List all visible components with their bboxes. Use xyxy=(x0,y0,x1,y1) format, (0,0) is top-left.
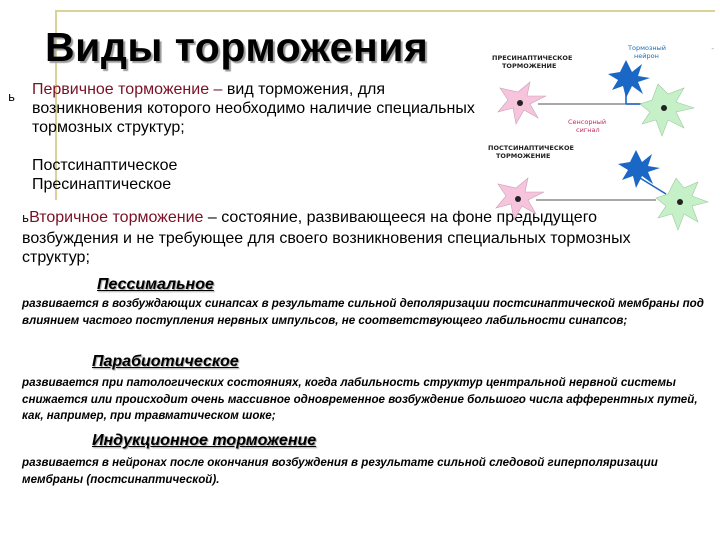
secondary-text: состояние, развивающееся на фоне предыдущего возбуждения и не требующее для своего возникновения специальных тормозных структур; xyxy=(22,209,631,266)
sensory-label-2: сигнал xyxy=(576,126,600,134)
primary-dash: – xyxy=(209,81,227,98)
primary-text: вид торможения, для возникновения которого необходимо наличие специальных тормозных структур; xyxy=(32,81,475,136)
bullet-primary: ь xyxy=(8,90,16,104)
primary-type-presynaptic: Пресинаптическое xyxy=(32,176,172,193)
corner-mark: - xyxy=(711,44,714,53)
inhibitory-neuron-label-1: Тормозный xyxy=(628,44,667,52)
primary-definition xyxy=(32,80,492,137)
induction-text: развивается в нейронах после окончания возбуждения в результате сильной следовой гиперполяризации мембраны (постсинаптической). xyxy=(22,456,658,486)
top-blue-inhibitory-neuron xyxy=(608,60,650,104)
presynaptic-label-1: ПРЕСИНАПТИЧЕСКОЕ xyxy=(492,54,573,62)
inhibition-diagram xyxy=(480,38,720,238)
bottom-pink-neuron xyxy=(496,178,544,220)
inhibitory-neuron-label-2: нейрон xyxy=(634,52,659,60)
sensory-label-1: Сенсорный xyxy=(568,118,607,126)
presynaptic-label-2: ТОРМОЖЕНИЕ xyxy=(502,62,557,70)
secondary-term: Вторичное торможение xyxy=(29,209,204,226)
slide-title: Виды торможения xyxy=(45,24,429,70)
bullet-secondary: ь xyxy=(22,211,30,225)
top-rule xyxy=(55,10,715,12)
bottom-green-neuron xyxy=(656,178,708,230)
primary-type-postsynaptic: Постсинаптическое xyxy=(32,157,178,174)
parabiotic-text: развивается при патологических состояниях, когда лабильность структур центральной нервной системы снижается или происходит очень массивное одновременное возбуждение большого числа афферентных путей, как, например, при травматическом шоке; xyxy=(22,376,698,422)
induction-heading: Индукционное торможение xyxy=(92,432,317,449)
pessimal-heading: Пессимальное xyxy=(97,276,214,293)
bottom-blue-inhibitory-neuron xyxy=(618,150,666,194)
parabiotic-heading: Парабиотическое xyxy=(92,353,239,370)
top-pink-neuron xyxy=(498,82,546,124)
pessimal-text: развивается в возбуждающих синапсах в результате сильной деполяризации постсинаптической мембраны под влиянием частого поступления нервных импульсов, не соответствующего лабильности синапсов; xyxy=(22,297,704,327)
postsynaptic-label-2: ТОРМОЖЕНИЕ xyxy=(496,152,551,160)
postsynaptic-label-1: ПОСТСИНАПТИЧЕСКОЕ xyxy=(488,144,574,152)
primary-term: Первичное торможение xyxy=(32,81,210,98)
top-green-neuron xyxy=(640,84,694,136)
secondary-dash: – xyxy=(203,209,222,226)
